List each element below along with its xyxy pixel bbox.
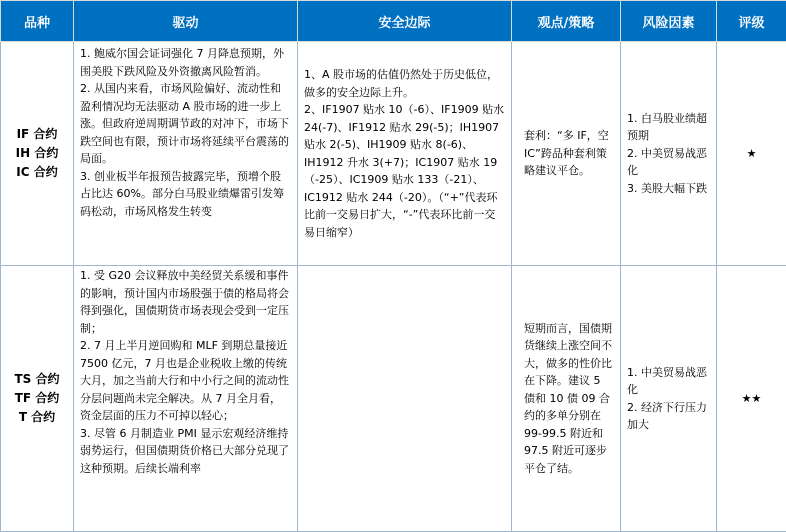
product-name: IC 合约 (1, 163, 73, 182)
view-cell (512, 266, 621, 532)
product-name: IF 合约 (1, 125, 73, 144)
header-product: 品种 (1, 1, 74, 42)
header-row (1, 1, 786, 42)
header-drive: 驱动 (74, 1, 298, 42)
risk-item: 2. 经济下行压力加大 (627, 399, 710, 434)
risk-cell (621, 42, 717, 266)
risk-item: 3. 美股大幅下跌 (627, 180, 710, 198)
product-cell (1, 42, 74, 266)
header-view: 观点/策略 (512, 1, 621, 42)
safety-item: 2、IF1907 贴水 10（-6）、IF1909 贴水 24(-7)、IF1912 贴水 29(-5)；IH1907 贴水 2(-5)、IH1909 贴水 8(-6)、IH1912 升水 3(+7)；IC1907 贴水 19（-25）、IC1909 贴水 133（-21）、IC1912 贴水 244（-20）。（“+”代表环比前一交易日扩大，“-”代表环比前一交易日缩窄） (304, 101, 505, 241)
drive-item: 2. 7 月上半月逆回购和 MLF 到期总量接近 7500 亿元，7 月也是企业税收上缴的传统大月，加之当前大行和中小行之间的流动性分层问题尚未完全解决。从 7 月全月看，资金层面的压力不可掉以轻心； (80, 337, 291, 425)
risk-item: 1. 白马股业绩超预期 (627, 110, 710, 145)
drive-item: 3. 创业板半年报预告披露完毕，预增个股占比达 60%。部分白马股业绩爆雷引发筹码松动，市场风格发生转变 (80, 168, 291, 221)
product-cell (1, 266, 74, 532)
drive-cell (74, 42, 298, 266)
view-cell (512, 42, 621, 266)
product-name: TS 合约 (1, 370, 73, 389)
rating-stars: ★★ (717, 266, 786, 532)
header-safety: 安全边际 (298, 1, 512, 42)
risk-item: 1. 中美贸易战恶化 (627, 364, 710, 399)
drive-cell (74, 266, 298, 532)
drive-item: 1. 鲍威尔国会证词强化 7 月降息预期，外围美股下跌风险及外资撤离风险暂消。 (80, 45, 291, 80)
rating-stars: ★ (717, 42, 786, 266)
drive-item: 3. 尽管 6 月制造业 PMI 显示宏观经济维持弱势运行，但国债期货价格已大部分兑现了这种预期。后续长端利率 (80, 425, 291, 478)
header-risk: 风险因素 (621, 1, 717, 42)
product-name: TF 合约 (1, 389, 73, 408)
view-text: 套利：“多 IF，空 IC”跨品种套利策略建议平仓。 (524, 127, 612, 180)
safety-cell (298, 266, 512, 532)
product-name: T 合约 (1, 408, 73, 427)
risk-item: 2. 中美贸易战恶化 (627, 145, 710, 180)
table-row (1, 266, 786, 532)
header-rating: 评级 (717, 1, 786, 42)
view-text: 短期而言，国债期货继续上涨空间不大，做多的性价比在下降。建议 5 债和 10 债 09 合约的多单分别在 99-99.5 附近和 97.5 附近可逐步平仓了结。 (524, 320, 612, 478)
drive-item: 1. 受 G20 会议释放中美经贸关系缓和事件的影响，预计国内市场股强于债的格局将会得到强化，国债期货市场表现会受到一定压制； (80, 267, 291, 337)
safety-item: 1、A 股市场的估值仍然处于历史低位，做多的安全边际上升。 (304, 66, 505, 101)
safety-cell (298, 42, 512, 266)
table-row (1, 42, 786, 266)
risk-cell (621, 266, 717, 532)
product-name: IH 合约 (1, 144, 73, 163)
drive-item: 2. 从国内来看，市场风险偏好、流动性和盈利情况均无法驱动 A 股市场的进一步上涨。但政府逆周期调节政的对冲下，市场下跌空间也有限，预计市场将延续平台震荡的局面。 (80, 80, 291, 168)
